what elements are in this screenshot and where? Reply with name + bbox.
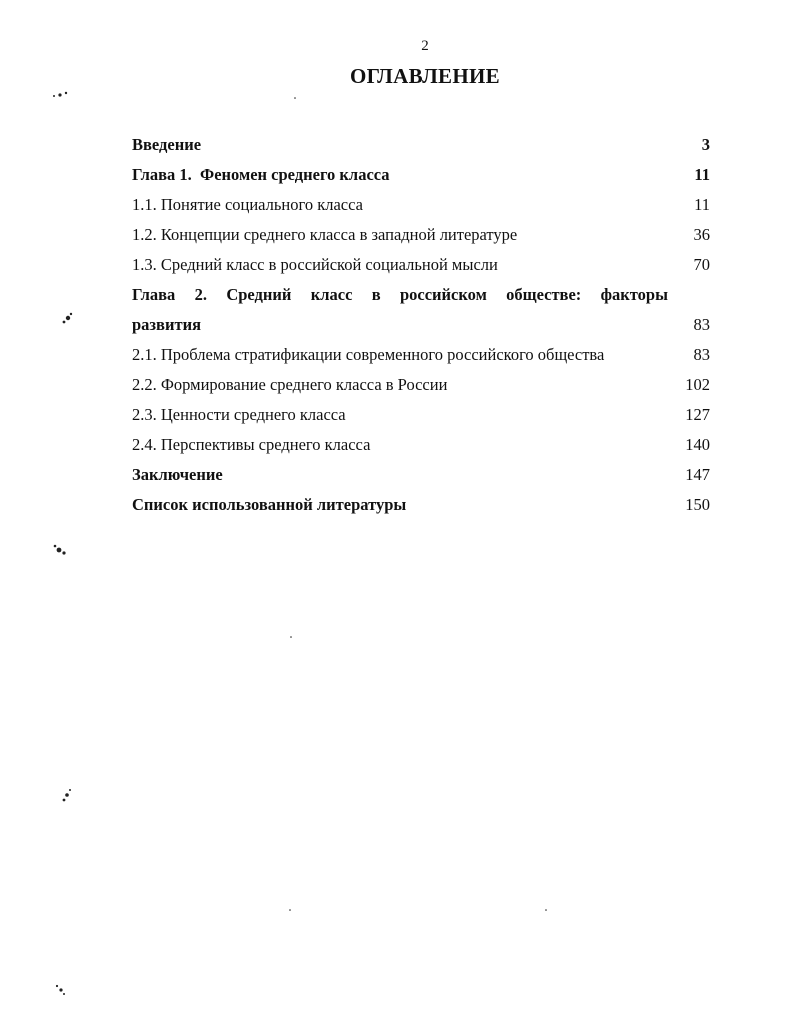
toc-entry-label: 2.1. Проблема стратификации современного российского общества [132,345,605,364]
page-title: ОГЛАВЛЕНИЕ [350,64,500,88]
toc-entry-label: Глава 1. Феномен среднего класса [132,165,390,184]
toc-entry-page: 147 [685,465,710,484]
toc-entry-page: 102 [685,375,710,394]
toc-entry-label: 2.2. Формирование среднего класса в России [132,375,448,394]
toc-entry-page: 11 [694,165,710,184]
toc-entry-label: Введение [132,135,202,154]
toc-entry-label: Список использованной литературы [132,495,407,514]
toc-entry-label: 2.3. Ценности среднего класса [132,405,346,424]
toc-entry-page: 36 [693,225,710,244]
toc-entry-page: 127 [685,405,710,424]
page-number: 2 [421,38,429,54]
toc-entry-label-line2: развития [132,315,202,334]
toc-entry-label: 1.1. Понятие социального класса [132,195,363,214]
toc-entry-page: 11 [694,195,710,214]
toc-entry-page: 150 [685,495,710,514]
toc-entry-page: 83 [693,315,710,334]
toc-entry-label: 1.2. Концепции среднего класса в западной литературе [132,225,518,244]
toc-entry-page: 83 [693,345,710,364]
toc-entry-page: 140 [685,435,710,454]
toc-entry-label: 2.4. Перспективы среднего класса [132,435,371,454]
toc-entry-page: 70 [693,255,710,274]
toc-entry-label: 1.3. Средний класс в российской социальной мысли [132,255,498,274]
toc-entry-page: 3 [701,135,710,154]
toc-entry-label-line1: Глава 2. Средний класс в российском обществе: факторы [132,285,668,304]
toc-entry-label: Заключение [132,465,223,484]
